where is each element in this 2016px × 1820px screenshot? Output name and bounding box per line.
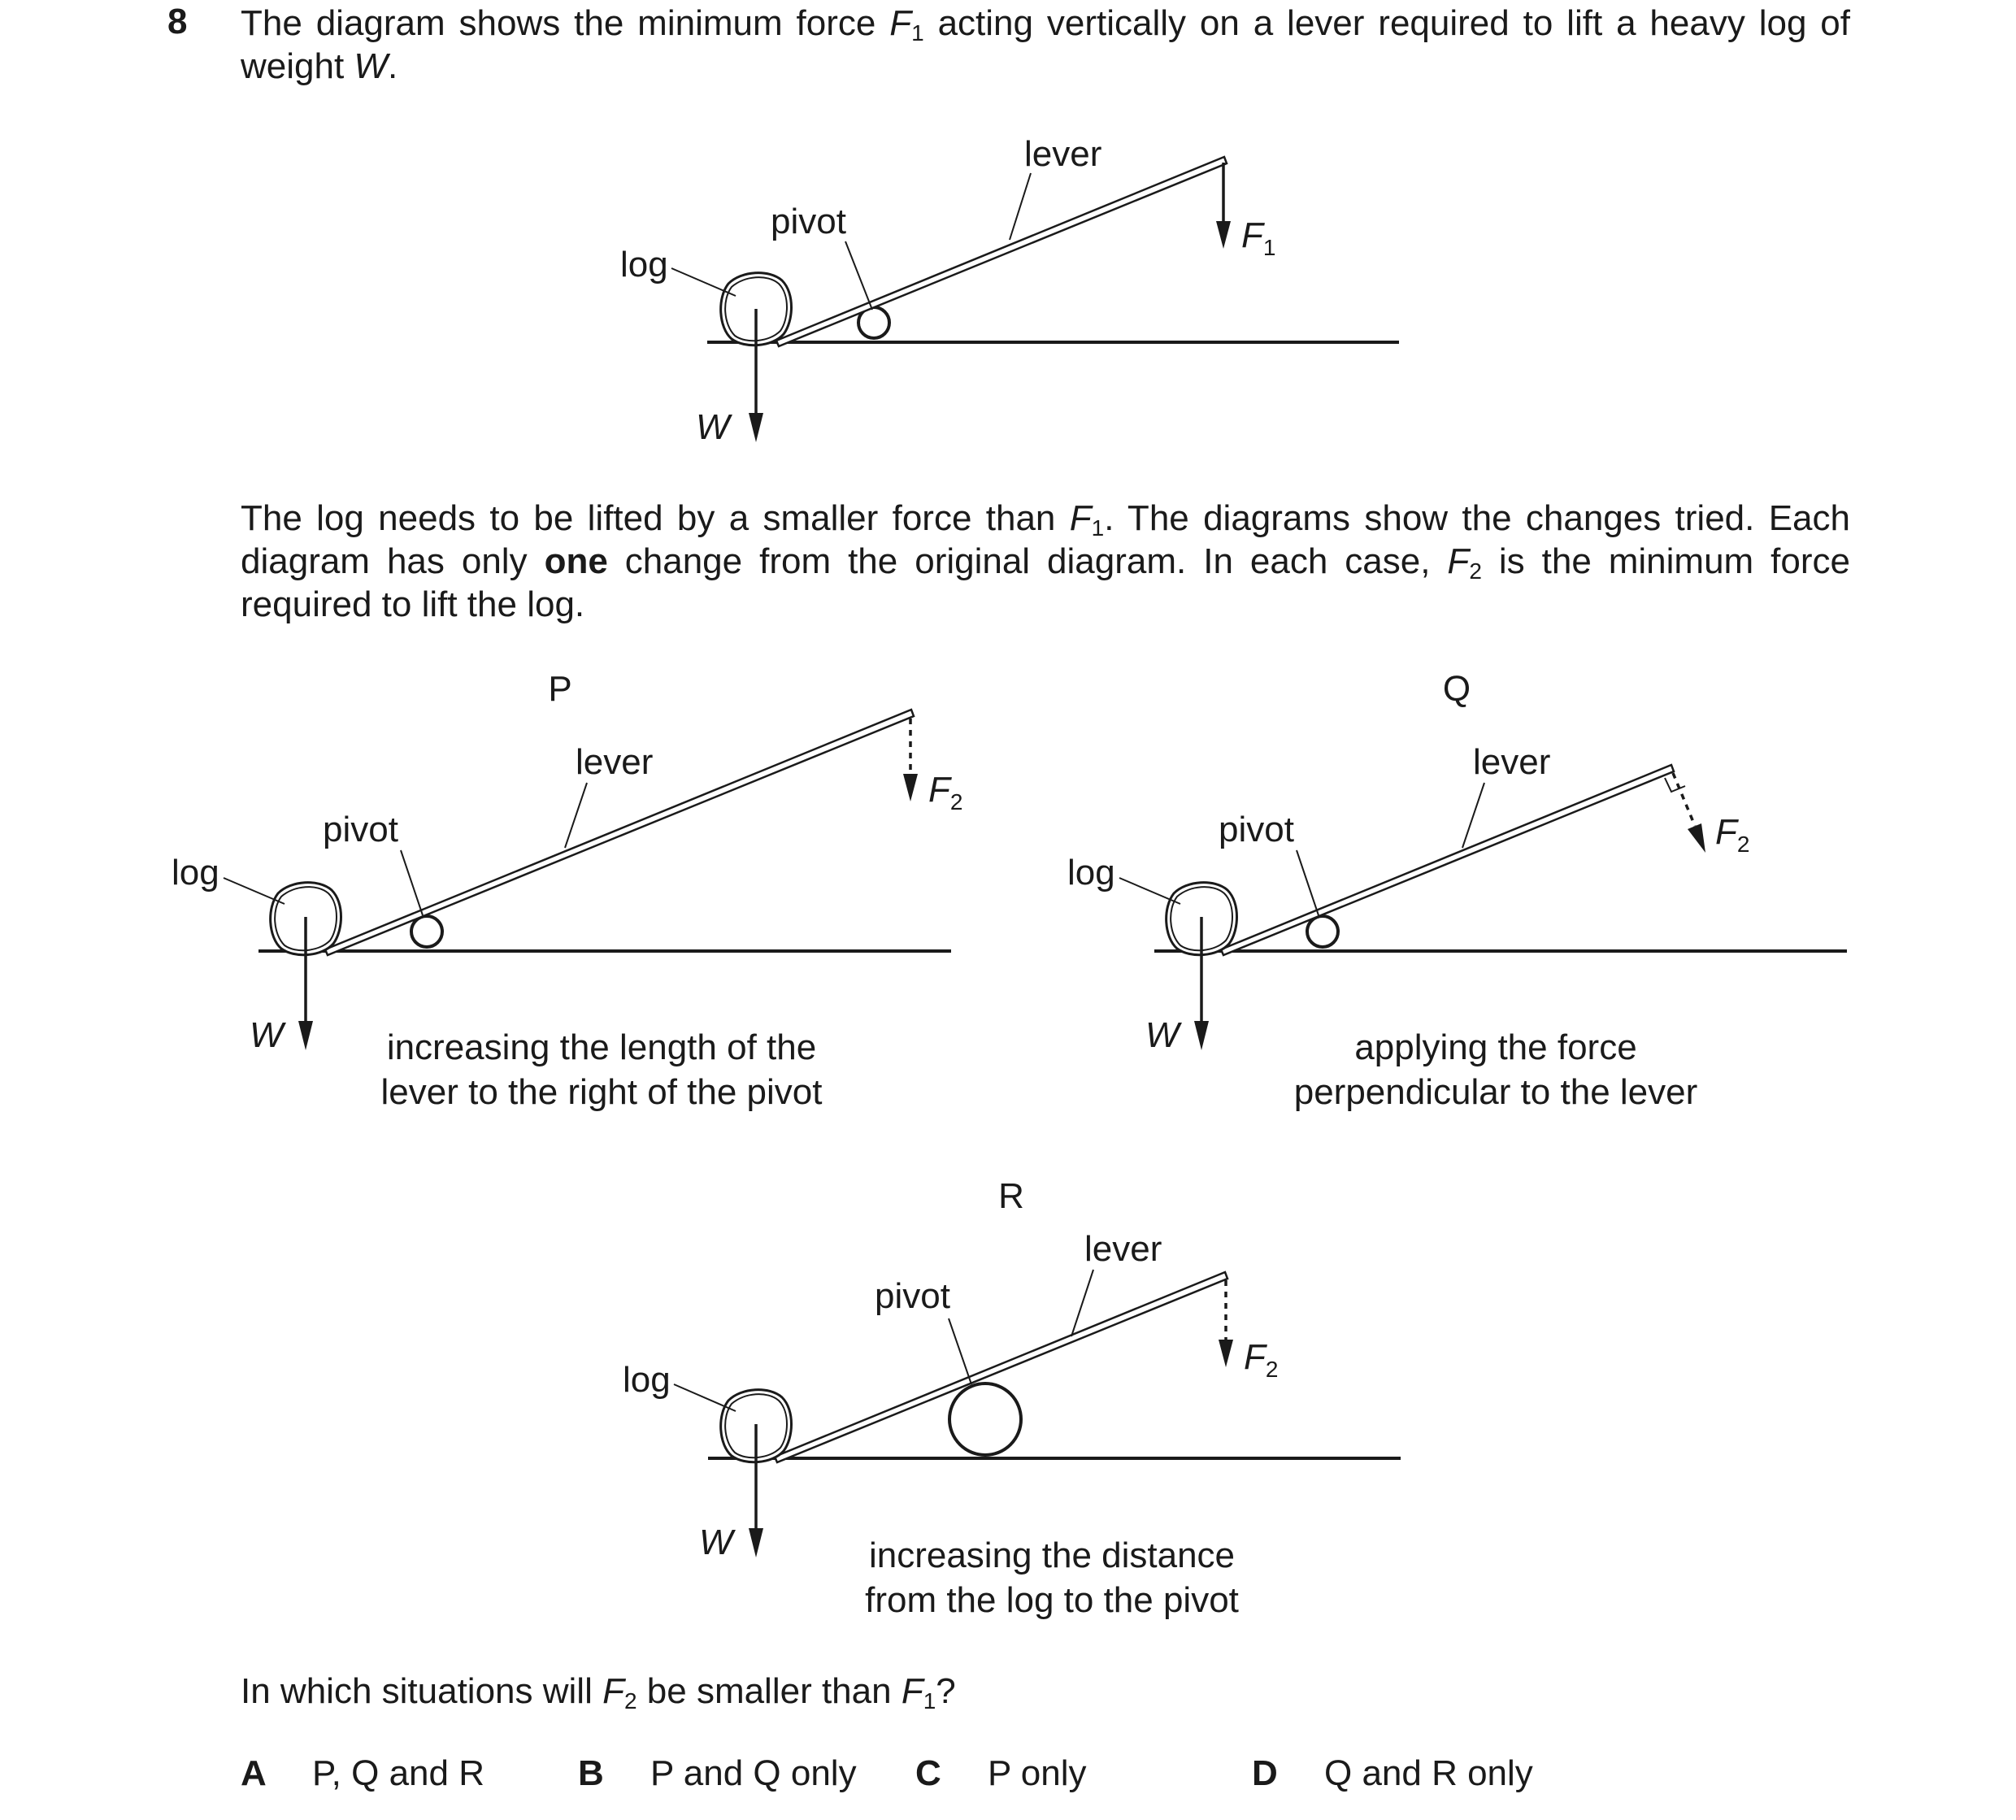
diagram-p-caption-2: lever to the right of the pivot (380, 1072, 823, 1112)
option-a-text: P, Q and R (312, 1753, 484, 1793)
force-arrow-line-dashed (1673, 773, 1695, 826)
option-b[interactable] (578, 1753, 857, 1793)
log-leader (671, 268, 736, 296)
lever-label: lever (1084, 1229, 1162, 1269)
pivot-circle-large (949, 1383, 1021, 1455)
weight-label: W (699, 1522, 733, 1562)
force-label: $F_1$ (1241, 215, 1276, 260)
lever-leader (1010, 173, 1031, 240)
option-c-text: P only (988, 1753, 1087, 1793)
question-number: 8 (167, 2, 188, 41)
option-a-letter: A (241, 1753, 267, 1793)
option-d-letter: D (1252, 1753, 1278, 1793)
option-b-letter: B (578, 1753, 604, 1793)
middle-line-3: required to lift the log. (241, 584, 585, 624)
intro-line-2: weight W. (241, 46, 398, 86)
log-leader (1119, 878, 1180, 904)
lever-leader (1462, 783, 1484, 848)
lever-bar (776, 157, 1227, 346)
diagram-q (1067, 669, 1847, 1112)
weight-label: W (1145, 1015, 1180, 1055)
diagram-r-caption-1: increasing the distance (868, 1535, 1236, 1575)
force-arrow-head (903, 774, 918, 801)
diagram-p-caption-1: increasing the length of the (386, 1027, 817, 1067)
intro-line-1: The diagram shows the minimum force $F_1$ acting vertically on a lever required to lift a heavy log of (241, 3, 1850, 46)
diagram-p-title: P (548, 669, 572, 709)
option-a[interactable] (241, 1753, 484, 1793)
pivot-leader (1297, 850, 1319, 915)
force-arrow-head (1216, 221, 1231, 249)
diagram-q-caption-1: applying the force (1354, 1027, 1637, 1067)
diagram-p (172, 669, 962, 1112)
weight-arrow-head (298, 1021, 313, 1050)
lever-leader (565, 783, 587, 848)
force-label: $F_2$ (1715, 812, 1750, 857)
weight-label: W (696, 407, 730, 447)
diagram-q-caption-2: perpendicular to the lever (1293, 1072, 1698, 1112)
lever-label: lever (1024, 134, 1102, 174)
pivot-label: pivot (875, 1276, 950, 1316)
pivot-leader (949, 1318, 971, 1384)
question-prompt: In which situations will $F_2$ be smaller than $F_1$? (241, 1671, 956, 1714)
pivot-leader (401, 850, 423, 915)
log-leader (674, 1384, 736, 1411)
diagram-r-title: R (998, 1176, 1024, 1216)
original-diagram (620, 134, 1399, 447)
pivot-label: pivot (323, 810, 398, 849)
pivot-label: pivot (771, 202, 846, 241)
force-arrow-head (1219, 1340, 1233, 1367)
answer-options (241, 1753, 1533, 1793)
weight-arrow-head (749, 413, 763, 442)
force-label: $F_2$ (928, 770, 963, 814)
diagram-r-caption-2: from the log to the pivot (865, 1580, 1239, 1620)
weight-label: W (250, 1015, 284, 1055)
force-label: $F_2$ (1244, 1337, 1279, 1382)
pivot-circle (411, 916, 442, 947)
weight-arrow-head (749, 1528, 763, 1557)
middle-line-1: The log needs to be lifted by a smaller force than $F_1$. The diagrams show the changes tried. Each (241, 498, 1850, 541)
log-leader (224, 878, 285, 904)
option-b-text: P and Q only (650, 1753, 857, 1793)
middle-line-2: diagram has only one change from the original diagram. In each case, $F_2$ is the minimum force (241, 541, 1851, 584)
option-c[interactable] (915, 1753, 1087, 1793)
lever-label: lever (1473, 742, 1551, 782)
right-angle-marker (1665, 778, 1685, 792)
pivot-circle (1307, 916, 1338, 947)
diagram-r (623, 1176, 1401, 1620)
option-d[interactable] (1252, 1753, 1533, 1793)
diagram-q-title: Q (1442, 669, 1471, 709)
lever-bar (1221, 765, 1674, 955)
option-c-letter: C (915, 1753, 941, 1793)
pivot-label: pivot (1219, 810, 1294, 849)
log-label: log (623, 1360, 671, 1400)
weight-arrow-head (1194, 1021, 1209, 1050)
force-arrow-head (1688, 823, 1705, 853)
log-label: log (172, 853, 219, 893)
lever-label: lever (576, 742, 654, 782)
pivot-leader (845, 241, 872, 310)
option-d-text: Q and R only (1324, 1753, 1533, 1793)
log-label: log (1067, 853, 1115, 893)
log-label: log (620, 245, 668, 285)
